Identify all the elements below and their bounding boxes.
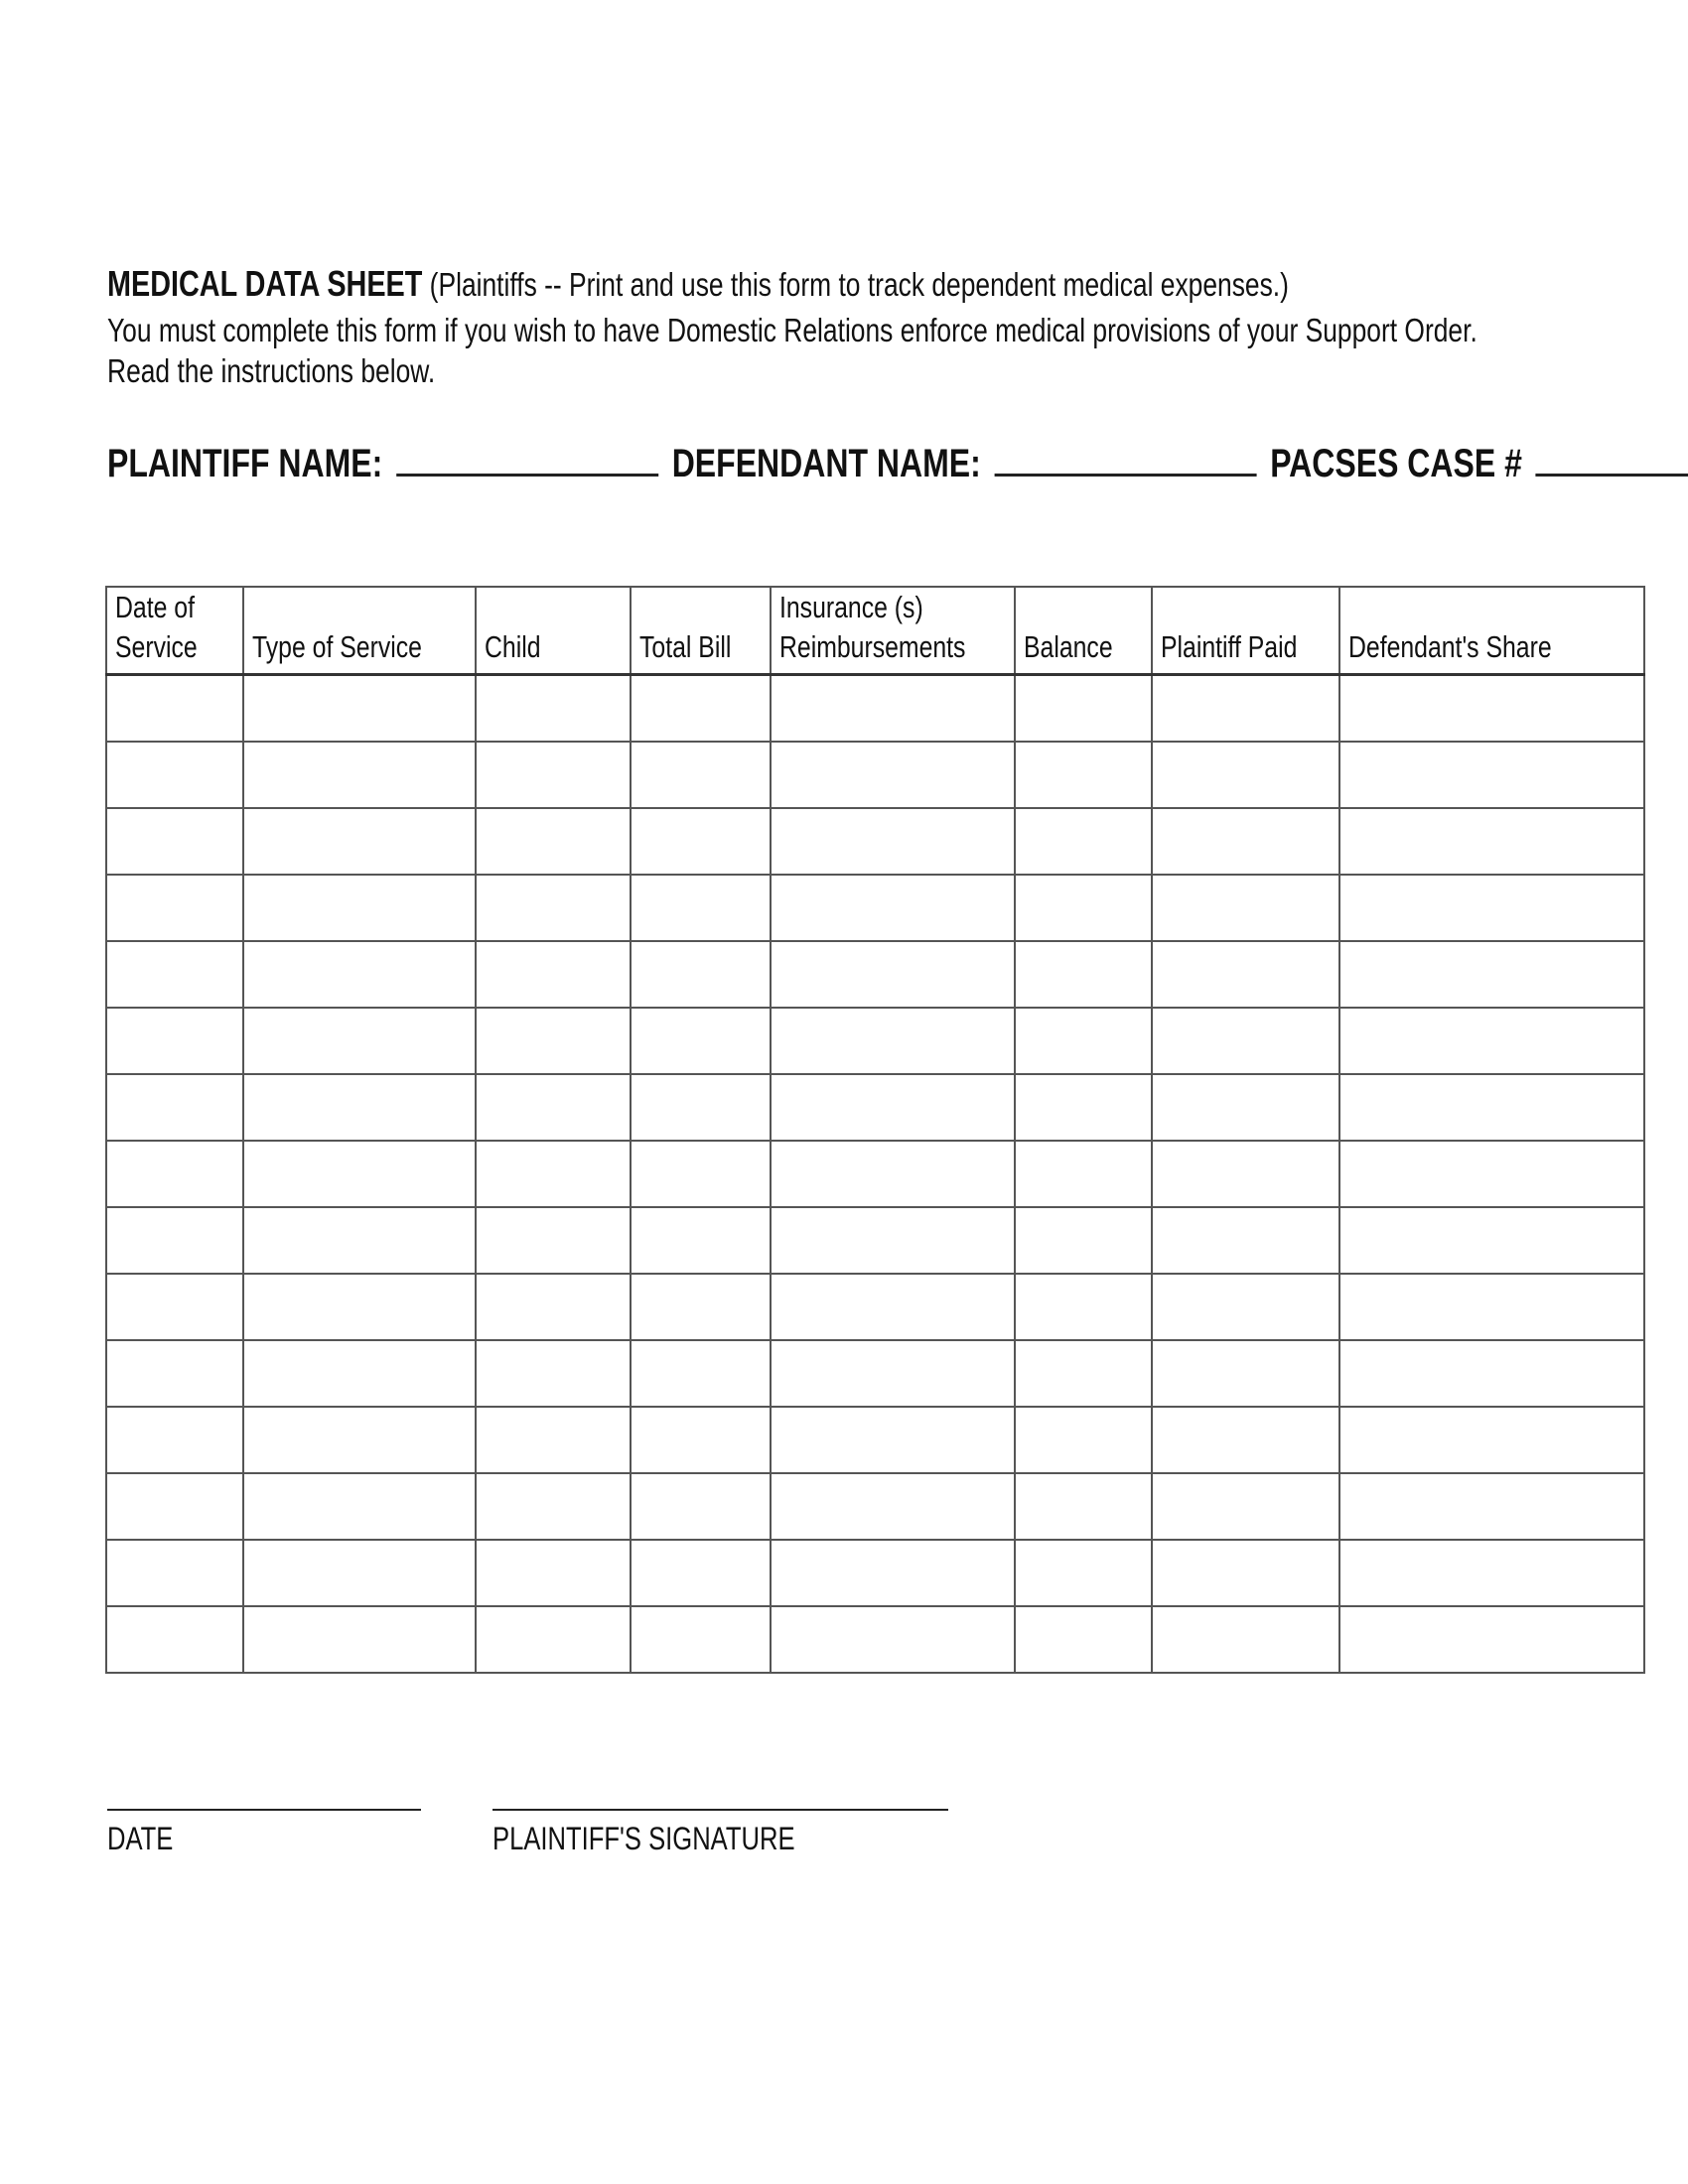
table-cell[interactable] — [1152, 1606, 1339, 1673]
table-cell[interactable] — [106, 1074, 243, 1141]
table-cell[interactable] — [106, 1407, 243, 1473]
table-cell[interactable] — [631, 1540, 771, 1606]
table-cell[interactable] — [106, 875, 243, 941]
table-cell[interactable] — [771, 1473, 1015, 1540]
table-cell[interactable] — [771, 941, 1015, 1008]
instruction-text — [107, 312, 1688, 349]
table-cell[interactable] — [771, 675, 1015, 743]
column-header-line-2: Service — [115, 629, 198, 664]
table-cell[interactable] — [1339, 1407, 1644, 1473]
column-header-line-2: Defendant's Share — [1348, 629, 1552, 664]
table-cell[interactable] — [631, 875, 771, 941]
table-cell[interactable] — [1339, 1274, 1644, 1340]
column-header-line-1 — [639, 588, 731, 627]
table-cell[interactable] — [1152, 808, 1339, 875]
table-cell[interactable] — [243, 1473, 476, 1540]
table-cell[interactable] — [771, 875, 1015, 941]
table-cell[interactable] — [1152, 1473, 1339, 1540]
table-cell[interactable] — [1152, 1540, 1339, 1606]
column-header-line-1: Insurance (s) — [779, 590, 923, 624]
table-cell[interactable] — [1152, 675, 1339, 743]
table-cell[interactable] — [1152, 742, 1339, 808]
page-subtitle: (Plaintiffs -- Print and use this form to track dependent medical expenses.) — [429, 266, 1289, 303]
table-cell[interactable] — [1339, 1473, 1644, 1540]
table-cell[interactable] — [1339, 742, 1644, 808]
table-row — [106, 1540, 1644, 1606]
column-header — [243, 587, 476, 675]
column-header-line-1 — [485, 588, 541, 627]
table-cell[interactable] — [1339, 1606, 1644, 1673]
table-cell[interactable] — [631, 1074, 771, 1141]
party-fields — [107, 440, 1688, 486]
table-cell[interactable] — [106, 1540, 243, 1606]
table-cell[interactable] — [1015, 1540, 1152, 1606]
table-cell[interactable] — [631, 1141, 771, 1207]
table-cell[interactable] — [106, 1008, 243, 1074]
column-header — [771, 587, 1015, 675]
table-cell[interactable] — [476, 1606, 631, 1673]
table-cell[interactable] — [1152, 1407, 1339, 1473]
table-cell[interactable] — [1152, 1074, 1339, 1141]
column-header — [1339, 587, 1644, 675]
table-cell[interactable] — [476, 1340, 631, 1407]
table-cell[interactable] — [1339, 1141, 1644, 1207]
table-cell[interactable] — [771, 1407, 1015, 1473]
table-cell[interactable] — [1015, 875, 1152, 941]
column-header — [1152, 587, 1339, 675]
table-cell[interactable] — [106, 1606, 243, 1673]
table-cell[interactable] — [243, 742, 476, 808]
page-title: MEDICAL DATA SHEET — [107, 263, 423, 304]
table-cell[interactable] — [771, 1540, 1015, 1606]
table-cell[interactable] — [1339, 1340, 1644, 1407]
column-header-line-2: Plaintiff Paid — [1161, 629, 1298, 664]
table-cell[interactable] — [1339, 875, 1644, 941]
column-header-line-1: Date of — [115, 590, 195, 624]
table-cell[interactable] — [771, 1074, 1015, 1141]
column-header-line-1 — [1024, 588, 1113, 627]
signature-label-text: PLAINTIFF'S SIGNATURE — [492, 1821, 795, 1856]
table-cell[interactable] — [1152, 1207, 1339, 1274]
table-cell[interactable] — [243, 1274, 476, 1340]
table-cell[interactable] — [771, 742, 1015, 808]
table-cell[interactable] — [631, 742, 771, 808]
table-cell[interactable] — [106, 1274, 243, 1340]
table-cell[interactable] — [243, 1340, 476, 1407]
table-cell[interactable] — [476, 1141, 631, 1207]
signature-label — [492, 1821, 871, 1857]
table-row — [106, 742, 1644, 808]
table-cell[interactable] — [771, 1606, 1015, 1673]
table-cell[interactable] — [243, 1008, 476, 1074]
plaintiff-name-field[interactable] — [396, 440, 658, 477]
table-cell[interactable] — [771, 808, 1015, 875]
table-cell[interactable] — [771, 1141, 1015, 1207]
table-cell[interactable] — [771, 1274, 1015, 1340]
table-cell[interactable] — [1152, 1274, 1339, 1340]
table-cell[interactable] — [243, 1540, 476, 1606]
table-cell[interactable] — [1015, 1008, 1152, 1074]
table-cell[interactable] — [1015, 1074, 1152, 1141]
plaintiff-name-label: PLAINTIFF NAME: — [107, 442, 383, 485]
title-line — [107, 263, 1584, 305]
table-row — [106, 1008, 1644, 1074]
table-cell[interactable] — [1152, 1008, 1339, 1074]
table-cell[interactable] — [631, 675, 771, 743]
table-cell[interactable] — [106, 941, 243, 1008]
table-cell[interactable] — [243, 1074, 476, 1141]
table-body — [106, 675, 1644, 1674]
table-cell[interactable] — [1015, 1340, 1152, 1407]
column-header — [1015, 587, 1152, 675]
column-header-line-1 — [252, 588, 422, 627]
date-line[interactable] — [107, 1809, 421, 1811]
table-cell[interactable] — [1015, 1141, 1152, 1207]
table-header-row — [106, 587, 1644, 675]
case-number-field[interactable] — [1536, 440, 1688, 477]
table-cell[interactable] — [476, 1473, 631, 1540]
table-row — [106, 941, 1644, 1008]
table-cell[interactable] — [1339, 1008, 1644, 1074]
table-cell[interactable] — [243, 1207, 476, 1274]
table-cell[interactable] — [243, 808, 476, 875]
table-row — [106, 1207, 1644, 1274]
table-row — [106, 1274, 1644, 1340]
table-cell[interactable] — [1339, 808, 1644, 875]
instruction-text-2 — [107, 352, 517, 390]
table-cell[interactable] — [631, 941, 771, 1008]
table-cell[interactable] — [1152, 941, 1339, 1008]
table-cell[interactable] — [106, 808, 243, 875]
table-cell[interactable] — [106, 1340, 243, 1407]
table-cell[interactable] — [1015, 941, 1152, 1008]
table-cell[interactable] — [243, 875, 476, 941]
table-cell[interactable] — [771, 1207, 1015, 1274]
table-cell[interactable] — [106, 742, 243, 808]
table-cell[interactable] — [1339, 941, 1644, 1008]
table-cell[interactable] — [243, 1141, 476, 1207]
column-header — [631, 587, 771, 675]
table-cell[interactable] — [771, 1340, 1015, 1407]
case-number-label: PACSES CASE # — [1270, 442, 1522, 485]
table-cell[interactable] — [1339, 1207, 1644, 1274]
table-cell[interactable] — [476, 941, 631, 1008]
table-row — [106, 875, 1644, 941]
table-cell[interactable] — [243, 941, 476, 1008]
table-cell[interactable] — [476, 675, 631, 743]
table-cell[interactable] — [1015, 1407, 1152, 1473]
date-label-text: DATE — [107, 1821, 174, 1856]
table-cell[interactable] — [106, 1207, 243, 1274]
table-cell[interactable] — [771, 1008, 1015, 1074]
table-row — [106, 1407, 1644, 1473]
table-cell[interactable] — [631, 1274, 771, 1340]
table-row — [106, 1473, 1644, 1540]
table-row — [106, 1340, 1644, 1407]
signature-line[interactable] — [492, 1809, 948, 1811]
table-cell[interactable] — [476, 1207, 631, 1274]
table-row — [106, 1606, 1644, 1673]
table-cell[interactable] — [1015, 1274, 1152, 1340]
table-cell[interactable] — [106, 1473, 243, 1540]
table-cell[interactable] — [631, 1207, 771, 1274]
column-header-line-2: Total Bill — [639, 629, 732, 664]
table-cell[interactable] — [1015, 1606, 1152, 1673]
column-header-line-2: Child — [485, 629, 541, 664]
table-cell[interactable] — [476, 742, 631, 808]
table-cell[interactable] — [476, 808, 631, 875]
table-cell[interactable] — [631, 808, 771, 875]
table-cell[interactable] — [476, 1540, 631, 1606]
table-cell[interactable] — [243, 675, 476, 743]
instruction-line-2: Read the instructions below. — [107, 352, 436, 389]
table-cell[interactable] — [1339, 1540, 1644, 1606]
table-cell[interactable] — [476, 1274, 631, 1340]
table-cell[interactable] — [1339, 1074, 1644, 1141]
table-cell[interactable] — [1015, 1473, 1152, 1540]
table-cell[interactable] — [1152, 1340, 1339, 1407]
table-row — [106, 1141, 1644, 1207]
column-header — [476, 587, 631, 675]
table-cell[interactable] — [243, 1606, 476, 1673]
column-header — [106, 587, 243, 675]
table-cell[interactable] — [1015, 808, 1152, 875]
table-cell[interactable] — [1152, 875, 1339, 941]
table-cell[interactable] — [106, 675, 243, 743]
column-header-line-2: Reimbursements — [779, 629, 966, 664]
table-cell[interactable] — [476, 875, 631, 941]
table-row — [106, 808, 1644, 875]
instruction-line-1: You must complete this form if you wish to have Domestic Relations enforce medical provisions of your Support Order. — [107, 312, 1477, 348]
table-row — [106, 1074, 1644, 1141]
column-header-line-2: Balance — [1024, 629, 1113, 664]
table-cell[interactable] — [631, 1473, 771, 1540]
table-cell[interactable] — [476, 1008, 631, 1074]
date-label — [107, 1821, 190, 1857]
table-cell[interactable] — [476, 1074, 631, 1141]
table-cell[interactable] — [631, 1606, 771, 1673]
table-cell[interactable] — [631, 1008, 771, 1074]
table-cell[interactable] — [631, 1340, 771, 1407]
defendant-name-label: DEFENDANT NAME: — [671, 442, 981, 485]
column-header-line-2: Type of Service — [252, 629, 422, 664]
defendant-name-field[interactable] — [995, 440, 1257, 477]
table-cell[interactable] — [476, 1407, 631, 1473]
column-header-line-1 — [1161, 588, 1297, 627]
table-cell[interactable] — [1015, 675, 1152, 743]
table-cell[interactable] — [106, 1141, 243, 1207]
medical-expense-table — [105, 586, 1645, 1674]
table-cell[interactable] — [1015, 1207, 1152, 1274]
table-cell[interactable] — [1339, 675, 1644, 743]
table-cell[interactable] — [1015, 742, 1152, 808]
column-header-line-1 — [1348, 588, 1552, 627]
table-cell[interactable] — [631, 1407, 771, 1473]
table-cell[interactable] — [1152, 1141, 1339, 1207]
table-row — [106, 675, 1644, 743]
table-cell[interactable] — [243, 1407, 476, 1473]
